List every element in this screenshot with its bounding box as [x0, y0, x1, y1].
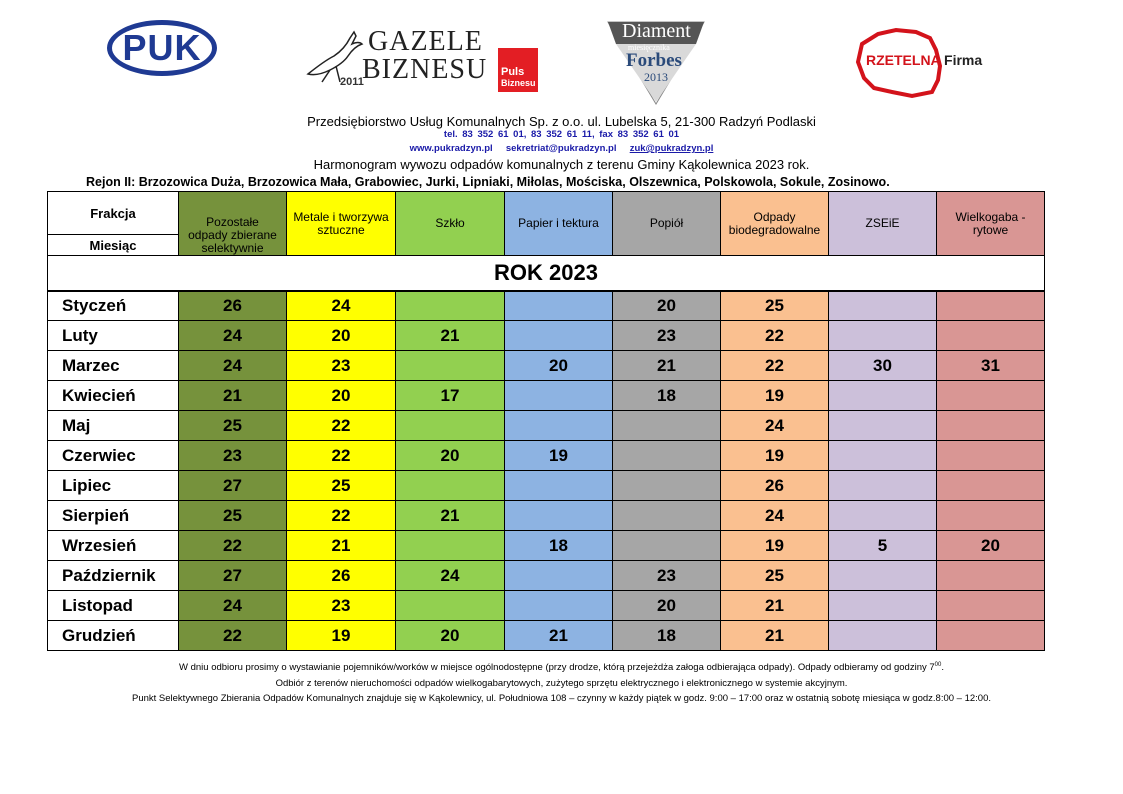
- schedule-cell: [828, 320, 937, 351]
- rzetelna-black-text: Firma: [940, 52, 983, 68]
- schedule-cell: 21: [720, 620, 829, 651]
- column-header-3: Szkło: [395, 191, 505, 256]
- month-label: Czerwiec: [47, 440, 179, 471]
- schedule-cell: 20: [612, 590, 721, 621]
- column-header-4: Papier i tektura: [504, 191, 613, 256]
- schedule-cell: [612, 500, 721, 531]
- schedule-cell: 23: [612, 560, 721, 591]
- schedule-cell: 22: [286, 410, 396, 441]
- puk-logo: [105, 16, 223, 100]
- schedule-cell: 21: [395, 500, 505, 531]
- footer-note-1-end: .: [941, 662, 944, 674]
- gazele-year: 2011: [340, 76, 364, 88]
- puls-biznesu-line2: Biznesu: [501, 78, 536, 88]
- footer-note-2: Odbiór z terenów nieruchomości odpadów wielkogabarytowych, zużytego sprzętu elektrycznego i elektronicznego w systemie akcyjnym.: [275, 678, 848, 689]
- phone-numbers: tel. 83 352 61 01, 83 352 61 11, fax 83 352 61 01: [443, 129, 680, 140]
- column-header-6: Odpady biodegradowalne: [720, 191, 829, 256]
- schedule-cell: 22: [720, 320, 829, 351]
- year-banner: ROK 2023: [47, 255, 1045, 291]
- schedule-cell: 24: [720, 410, 829, 441]
- rzetelna-red-text: RZETELNA: [866, 52, 941, 68]
- schedule-cell: [395, 530, 505, 561]
- schedule-cell: [395, 590, 505, 621]
- schedule-cell: [612, 440, 721, 471]
- schedule-cell: 18: [612, 620, 721, 651]
- schedule-cell: 24: [178, 350, 287, 381]
- schedule-cell: 19: [720, 530, 829, 561]
- schedule-cell: [504, 500, 613, 531]
- column-header-5: Popiół: [612, 191, 721, 256]
- schedule-cell: 17: [395, 380, 505, 411]
- schedule-cell: 19: [286, 620, 396, 651]
- website-link[interactable]: www.pukradzyn.pl: [409, 143, 493, 154]
- schedule-cell: 26: [720, 470, 829, 501]
- gazele-biznesu-logo: [300, 26, 545, 96]
- month-label: Sierpień: [47, 500, 179, 531]
- schedule-cell: 25: [720, 560, 829, 591]
- month-label: Maj: [47, 410, 179, 441]
- schedule-cell: [936, 470, 1045, 501]
- schedule-cell: [612, 410, 721, 441]
- schedule-cell: 18: [504, 530, 613, 561]
- schedule-cell: 24: [178, 320, 287, 351]
- schedule-cell: 31: [936, 350, 1045, 381]
- schedule-cell: 19: [504, 440, 613, 471]
- schedule-cell: [936, 320, 1045, 351]
- puk-oval: [107, 20, 217, 76]
- schedule-cell: 25: [286, 470, 396, 501]
- footer-note-1-text: W dniu odbioru prosimy o wystawianie pojemników/worków w miejsce ogólnodostępne (przy drodze, którą przejeżdża załoga odbierająca odpady). Odpady odbieramy od godziny 7: [179, 662, 935, 674]
- schedule-cell: 19: [720, 440, 829, 471]
- schedule-cell: 22: [286, 440, 396, 471]
- schedule-cell: [936, 620, 1045, 651]
- schedule-title: Harmonogram wywozu odpadów komunalnych z terenu Gminy Kąkolewnica 2023 rok.: [313, 157, 810, 172]
- month-label: Listopad: [47, 590, 179, 621]
- schedule-cell: [395, 350, 505, 381]
- schedule-cell: [395, 291, 505, 321]
- schedule-cell: 20: [612, 291, 721, 321]
- schedule-cell: 26: [178, 291, 287, 321]
- schedule-cell: [612, 530, 721, 561]
- schedule-cell: [828, 470, 937, 501]
- puls-biznesu-badge: [498, 48, 538, 92]
- schedule-cell: 24: [286, 291, 396, 321]
- month-label: Styczeń: [47, 291, 179, 321]
- contact-links: [0, 143, 1123, 154]
- schedule-cell: [828, 620, 937, 651]
- schedule-cell: [828, 440, 937, 471]
- schedule-cell: 21: [178, 380, 287, 411]
- schedule-cell: 24: [720, 500, 829, 531]
- schedule-cell: 25: [720, 291, 829, 321]
- month-label: Lipiec: [47, 470, 179, 501]
- schedule-cell: 26: [286, 560, 396, 591]
- schedule-cell: [504, 410, 613, 441]
- schedule-cell: 30: [828, 350, 937, 381]
- schedule-cell: 21: [395, 320, 505, 351]
- schedule-cell: 22: [720, 350, 829, 381]
- schedule-cell: [828, 410, 937, 441]
- column-header-8: Wielkogaba - rytowe: [936, 191, 1045, 256]
- schedule-cell: [612, 470, 721, 501]
- schedule-cell: 21: [612, 350, 721, 381]
- schedule-cell: 5: [828, 530, 937, 561]
- schedule-cell: 25: [178, 410, 287, 441]
- schedule-cell: [936, 440, 1045, 471]
- schedule-cell: [828, 560, 937, 591]
- schedule-cell: 23: [286, 590, 396, 621]
- schedule-cell: [936, 590, 1045, 621]
- schedule-cell: 22: [286, 500, 396, 531]
- schedule-cell: [936, 291, 1045, 321]
- puls-biznesu-line1: Puls: [501, 66, 525, 78]
- footer-note-1: [0, 662, 1123, 673]
- schedule-cell: 27: [178, 560, 287, 591]
- email-link-sekretariat[interactable]: sekretriat@pukradzyn.pl: [505, 143, 617, 154]
- schedule-cell: 23: [178, 440, 287, 471]
- footer-note-3: Punkt Selektywnego Zbierania Odpadów Komunalnych znajduje się w Kąkolewnicy, ul. Południowa 108 – czynny w każdy piątek w godz. 9:00 – 17:00 oraz w ostatnią sobotę miesiąca w godz.8:00 – 12:00.: [131, 693, 992, 704]
- forbes-diamond-text: Diament: [622, 20, 691, 42]
- month-label: Grudzień: [47, 620, 179, 651]
- schedule-cell: [828, 500, 937, 531]
- month-label: Kwiecień: [47, 380, 179, 411]
- schedule-cell: [504, 470, 613, 501]
- schedule-cell: 21: [286, 530, 396, 561]
- rzetelna-firma-logo: [852, 22, 1002, 102]
- miesiac-header: Miesiąc: [47, 234, 179, 256]
- column-header-2: Metale i tworzywa sztuczne: [286, 191, 396, 256]
- schedule-cell: 21: [720, 590, 829, 621]
- schedule-cell: 24: [395, 560, 505, 591]
- schedule-cell: [504, 590, 613, 621]
- footer-note-1-sup: 00: [934, 662, 942, 668]
- month-label: Marzec: [47, 350, 179, 381]
- schedule-cell: 19: [720, 380, 829, 411]
- schedule-cell: [936, 500, 1045, 531]
- puk-logo-text: PUK: [122, 27, 202, 68]
- schedule-cell: 20: [286, 380, 396, 411]
- schedule-cell: 22: [178, 530, 287, 561]
- company-address: Przedsiębiorstwo Usług Komunalnych Sp. z o.o. ul. Lubelska 5, 21-300 Radzyń Podlaski: [307, 114, 816, 129]
- month-label: Wrzesień: [47, 530, 179, 561]
- column-header-7: ZSEiE: [828, 191, 937, 256]
- forbes-name: Forbes: [626, 50, 682, 71]
- gazele-title: GAZELE: [368, 26, 483, 57]
- schedule-cell: 24: [178, 590, 287, 621]
- forbes-small-text: miesięcznika: [628, 43, 670, 52]
- schedule-cell: [828, 590, 937, 621]
- schedule-cell: 23: [286, 350, 396, 381]
- schedule-cell: 22: [178, 620, 287, 651]
- email-link-zuk[interactable]: zuk@pukradzyn.pl: [629, 143, 714, 154]
- schedule-cell: 20: [395, 440, 505, 471]
- schedule-cell: 25: [178, 500, 287, 531]
- schedule-cell: [395, 470, 505, 501]
- schedule-cell: [395, 410, 505, 441]
- schedule-cell: 23: [612, 320, 721, 351]
- month-label: Październik: [47, 560, 179, 591]
- schedule-cell: 27: [178, 470, 287, 501]
- forbes-diamond-logo: [604, 18, 708, 106]
- schedule-cell: 18: [612, 380, 721, 411]
- gazele-subtitle: BIZNESU: [362, 54, 488, 85]
- forbes-year: 2013: [644, 70, 668, 84]
- schedule-cell: [936, 380, 1045, 411]
- schedule-cell: [504, 320, 613, 351]
- schedule-cell: 21: [504, 620, 613, 651]
- column-header-1: Pozostałe odpady zbierane selektywnie: [178, 191, 287, 256]
- schedule-cell: [504, 380, 613, 411]
- schedule-cell: [504, 560, 613, 591]
- rzetelna-firma-text: [866, 52, 982, 68]
- schedule-cell: [828, 291, 937, 321]
- schedule-cell: 20: [936, 530, 1045, 561]
- month-label: Luty: [47, 320, 179, 351]
- schedule-cell: [504, 291, 613, 321]
- frakcja-header: Frakcja: [47, 191, 179, 235]
- schedule-cell: [936, 410, 1045, 441]
- region-list: Rejon II: Brzozowica Duża, Brzozowica Mała, Grabowiec, Jurki, Lipniaki, Miłolas, Mościska, Olszewnica, Polskowola, Sokule, Zosinowo.: [86, 175, 890, 189]
- schedule-table: [47, 191, 1044, 651]
- schedule-cell: 20: [395, 620, 505, 651]
- logo-bar: [0, 18, 1123, 108]
- schedule-cell: [828, 380, 937, 411]
- schedule-cell: [936, 560, 1045, 591]
- schedule-cell: 20: [286, 320, 396, 351]
- schedule-cell: 20: [504, 350, 613, 381]
